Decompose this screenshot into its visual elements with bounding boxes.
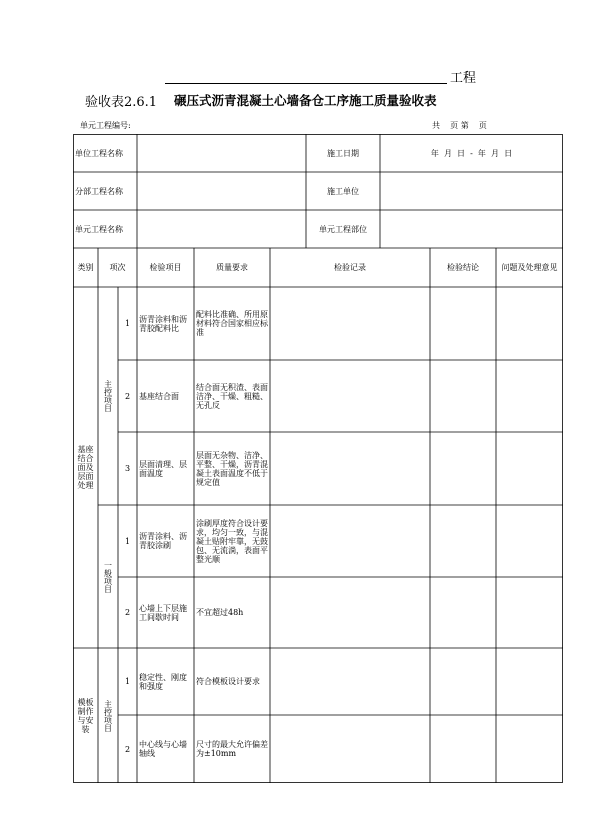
column-header-inspection-record: 检验记录 [334,263,366,272]
element-project-name-field[interactable] [139,210,305,248]
quality-requirement: 结合面无积渣、表面洁净、干燥、粗糙、无孔反 [196,382,268,410]
quality-requirement: 不宜超过48h [196,608,244,617]
page-info: 共 页 第 页 [432,121,487,130]
column-header-item-no: 项次 [109,263,126,272]
inspection-conclusion-field[interactable] [430,287,496,360]
inspection-item: 层面清理、层面温度 [139,459,187,478]
item-no: 1 [124,319,131,328]
construction-date-label: 施工日期 [327,148,359,158]
element-project-name-label: 单元工程名称 [75,224,123,234]
quality-requirement: 层面无杂物、洁净、平整、干燥，沥青混凝土表面温度不低于规定值 [196,450,268,487]
inspection-item: 中心线与心墙轴线 [139,740,187,758]
group-main-control [98,287,118,505]
item-no: 2 [124,391,131,401]
item-no: 3 [124,464,131,473]
subdivision-project-name-field[interactable] [139,172,305,210]
inspection-record-field[interactable] [270,287,430,360]
construction-unit-field[interactable] [382,172,562,210]
subdivision-project-name-label: 分部工程名称 [75,186,123,196]
form-title: 碾压式沥青混凝土心墙备仓工序施工质量验收表 [174,93,437,108]
category-label: 模板制作与安装 [77,697,94,734]
unit-project-name-field[interactable] [139,134,305,172]
unit-project-name-label: 单位工程名称 [75,148,123,158]
quality-requirement: 涂刷厚度符合设计要求，均匀一致，与混凝土贴附牢靠，无鼓包、无流淌，表面平整光顺 [196,518,268,564]
column-header-issues-handling: 问题及处理意见 [501,263,558,272]
category-label: 基座结合面及层面处理 [77,445,94,490]
element-project-location-label: 单元工程部位 [319,224,367,234]
inspection-item: 心墙上下层施工间歇时间 [139,603,187,622]
quality-requirement: 符合模板设计要求 [196,677,260,686]
item-no: 2 [124,744,131,754]
column-header-quality-requirement: 质量要求 [216,263,248,272]
group-general [98,505,118,648]
item-no: 1 [124,536,131,546]
group-label: 主控项目 [103,380,113,412]
category-base-surface-treatment [74,287,97,648]
form-number: 验收表2.6.1 [85,95,158,110]
project-name-underline [165,83,447,84]
column-header-inspection-item: 检验项目 [149,263,182,272]
group-label: 一般项目 [103,560,113,593]
element-project-location-field[interactable] [382,210,562,248]
column-header-inspection-conclusion: 检验结论 [447,263,479,272]
inspection-item: 沥青涂料和沥青胶配料比 [139,314,187,333]
inspection-item: 稳定性、刚度和强度 [139,672,187,691]
project-suffix: 工程 [450,71,477,86]
quality-requirement: 尺寸的最大允许偏差为±10mm [196,740,268,758]
issues-handling-field[interactable] [496,287,563,360]
category-formwork [74,648,97,783]
item-no: 1 [124,677,131,686]
quality-requirement: 配料比准确、所用原材料符合国家相应标准 [196,310,268,337]
unit-project-code-label: 单元工程编号: [80,121,131,130]
inspection-table [73,134,563,783]
construction-date-field[interactable]: 年 月 日 - 年 月 日 [430,148,513,158]
item-no: 2 [124,608,131,617]
inspection-item: 基座结合面 [139,391,179,401]
inspection-item: 沥青涂料、沥青胶涂刷 [139,532,187,550]
construction-unit-label: 施工单位 [327,186,359,196]
group-label: 主控项目 [103,699,113,732]
column-header-category: 类别 [77,263,94,272]
group-main-control-formwork [98,648,118,783]
